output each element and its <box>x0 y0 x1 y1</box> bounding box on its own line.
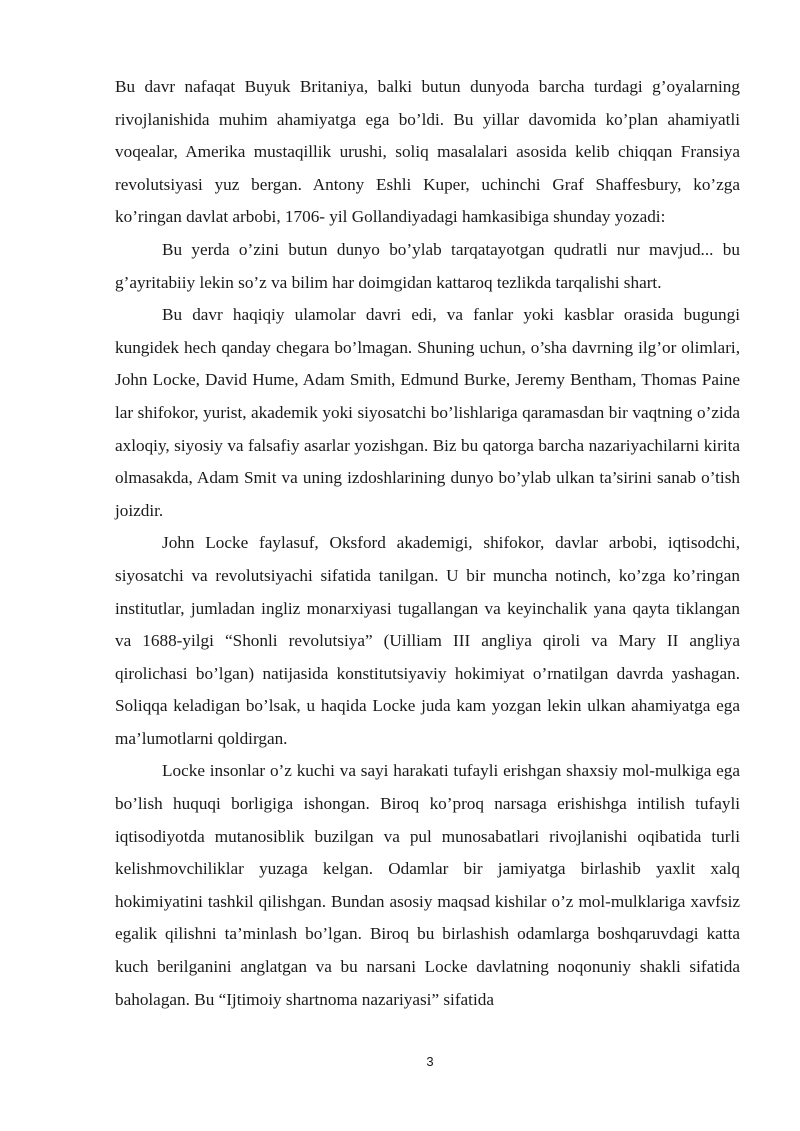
page-number: 3 <box>426 1054 434 1069</box>
paragraph-quote: Bu yerda o’zini butun dunyo bo’ylab tarqatayotgan qudratli nur mavjud... bu g’ayritabiiy lekin so’z va bilim har doimgidan kattaroq tezlikda tarqalishi shart. <box>115 239 740 292</box>
body-text <box>115 71 740 1016</box>
paragraph-5: Locke insonlar o’z kuchi va sayi harakati tufayli erishgan shaxsiy mol-mulkiga ega bo’lish huquqi borligiga ishongan. Biroq ko’proq narsaga erishishga intilish tufayli iqtisodiyotda mutanosiblik buzilgan va pul munosabatlari rivojlanishi oqibatida turli kelishmovchiliklar yuzaga kelgan. Odamlar bir jamiyatga birlashib yaxlit xalq hokimiyatini tashkil qilishgan. Bundan asosiy maqsad kishilar o’z mol-mulklariga xavfsiz egalik qilishni ta’minlash bo’lgan. Biroq bu birlashish odamlarga boshqaruvdagi katta kuch berilganini anglatgan va bu narsani Locke davlatning noqonuniy shakli sifatida baholagan. Bu “Ijtimoiy shartnoma nazariyasi” sifatida <box>115 761 740 1009</box>
paragraph-3: Bu davr haqiqiy ulamolar davri edi, va fanlar yoki kasblar orasida bugungi kungidek hech qanday chegara bo’lmagan. Shuning uchun, o’sha davrning ilg’or olimlari, John Locke, David Hume, Adam Smith, Edmund Burke, Jeremy Bentham, Thomas Paine lar shifokor, yurist, akademik yoki siyosatchi bo’lishlariga qaramasdan bir vaqtning o’zida axloqiy, siyosiy va falsafiy asarlar yozishgan. Biz bu qatorga barcha nazariyachilarni kirita olmasakda, Adam Smit va uning izdoshlarining dunyo bo’ylab ulkan ta’sirini sanab o’tish joizdir. <box>115 305 740 520</box>
paragraph-4: John Locke faylasuf, Oksford akademigi, shifokor, davlar arbobi, iqtisodchi, siyosatchi va revolutsiyachi sifatida tanilgan. U bir muncha notinch, ko’zga ko’ringan institutlar, jumladan ingliz monarxiyasi tugallangan va keyinchalik yana qayta tiklangan va 1688-yilgi “Shonli revolutsiya” (Uilliam III angliya qiroli va Mary II angliya qirolichasi bo’lgan) natijasida konstitutsiyaviy hokimiyat o’rnatilgan davrda yashagan. Soliqqa keladigan bo’lsak, u haqida Locke juda kam yozgan lekin ulkan ahamiyatga ega ma’lumotlarni qoldirgan. <box>115 533 740 748</box>
paragraph-1: Bu davr nafaqat Buyuk Britaniya, balki butun dunyoda barcha turdagi g’oyalarning rivojlanishida muhim ahamiyatga ega bo’ldi. Bu yillar davomida ko’plan ahamiyatli voqealar, Amerika mustaqillik urushi, soliq masalalari asosida kelib chiqqan Fransiya revolutsiyasi yuz bergan. Antony Eshli Kuper, uchinchi Graf Shaffesbury, ko’zga ko’ringan davlat arbobi, 1706- yil Gollandiyadagi hamkasibiga shunday yozadi: <box>115 77 740 227</box>
